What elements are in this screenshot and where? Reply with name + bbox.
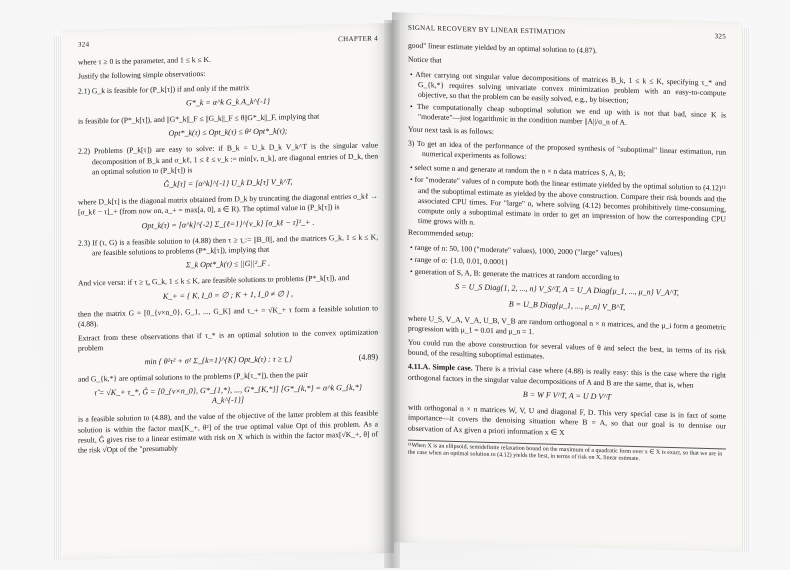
right-page	[392, 12, 742, 552]
right-bullet-6: • range of σ: {1.0, 0.01, 0.0001}	[408, 255, 726, 274]
right-bullet-4: • for "moderate" values of n compute both the linear estimate yielded by the optimal solution to (4.12)¹¹ and the suboptimal estimate as yielded by the above construction. Compare their risk bounds and the associated CPU times. For "large" n, where solving (4.12) becomes prohibitively time-consuming, compute only a suboptimal estimate in order to get an impression of how the corresponding CPU time grows with n.	[408, 175, 726, 235]
right-top: good" linear estimate yielded by an optimal solution to (4.87).	[408, 40, 597, 56]
right-item-3: 3) To get an idea of the performance of the proposed synthesis of "suboptimal" linear estimation, run numerical experiments as follows:	[408, 138, 726, 162]
right-eq-2: B = U_B Diag{μ_1, ..., μ_n} V_B^T,	[508, 299, 626, 313]
right-running-head	[408, 23, 726, 42]
right-bullet-7: • generation of S, A, B: generate the matrices at random according to	[408, 267, 726, 286]
left-eq-6: K_+ = { K, I_0 = ∅ ; K + 1, I_0 ≠ ∅ } ,	[162, 288, 294, 301]
left-eq-4: Opt_k(τ) = [α^k]^{-2} Σ_{ℓ=1}^{ν_k} [σ_kℓ − τ]²_+ .	[141, 217, 315, 230]
left-item-2-3-b: And vice versa: if τ ≥ τ̲, G_k, 1 ≤ k ≤ K, are feasible solutions to problems (P*_k[τ]), and	[78, 273, 350, 289]
left-eq-7	[78, 352, 378, 368]
left-extract: Extract from these observations that if τ_* is an optimal solution to the convex optimization problem	[78, 327, 378, 354]
left-and: and G_{k,*} are optimal solutions to the problems (P_k[τ_*]), then the pair	[78, 369, 308, 384]
right-bullet-2: • The computationally cheap suboptimal solution we end up with is not that bad, since K is "moderate"—just logarithmic in the condition number ||A||/σ_n of A.	[408, 102, 726, 131]
left-item-2-1: 2.1) G_k is feasible for (P_k[τ]) if and only if the matrix	[78, 82, 250, 96]
left-page	[62, 23, 394, 560]
right-bullet-3: • select some n and generate at random the n × n data matrices S, A, B;	[408, 163, 726, 182]
left-chapter-label: CHAPTER 4	[338, 34, 378, 44]
right-section-heading: 4.11.A. Simple case.	[408, 362, 473, 373]
left-eq-7-body: min { θ²τ² + σ² Σ_{k=1}^{K} Opt_k(τ) : τ ≥ τ̲ }	[144, 353, 293, 366]
left-item-2-2-b: where D_k[τ] is the diagonal matrix obtained from D_k by truncating the diagonal entries σ_kℓ → [σ_kℓ − τ]_+ (from now on, a_+ = max[a, 0], a ∈ R). The optimal value in (P_k[τ]) is	[78, 191, 378, 218]
left-eq-2: Opt*_k(τ) ≤ Opt_k(τ) ≤ θ² Opt*_k(τ);	[168, 126, 288, 138]
right-bullet-1: • After carrying out singular value decompositions of matrices B_k, 1 ≤ k ≤ K, specifying τ_* and G_{k,*} requires solving univariate convex minimization problem with an easy-to-compute objective, so that the problem can be easily solved, e.g., by bisection;	[408, 69, 726, 108]
right-page-number: 325	[714, 32, 726, 41]
left-eq-7-number: (4.89)	[358, 352, 378, 362]
left-running-head	[78, 33, 378, 49]
left-justify: Justify the following simple observations:	[78, 69, 206, 82]
right-eq-1: S = U_S Diag{1, 2, ..., n} V_S^T, A = U_A Diag{μ_1, ..., μ_n} V_A^T,	[455, 282, 679, 298]
left-item-2-1-b: is feasible for (P*_k[τ]), and ||G*_k||_F ≤ ||G_k||_F ≤ θ||G*_k||_F, implying that	[78, 111, 320, 126]
left-eq-1: G*_k = α^k G_k A_k^{-1}	[186, 96, 270, 108]
right-eq-3: B = W F V^T, A = U D V^T	[522, 389, 612, 402]
right-with: with orthogonal n × n matrices W, V, U and diagonal F, D. This very special case is in fact of some importance—it covers the denoising situation where B = A, so that our goal is to denoise our observation of Ax given a priori information x ∈ X	[408, 402, 726, 437]
left-eq-5: Σ_k Opt*_k(τ) ≤ ||G||²_F .	[185, 258, 271, 270]
right-recommended: Recommended setup:	[408, 228, 474, 239]
book-spine-shadow	[384, 20, 400, 568]
right-section-text: There is a trivial case where (4.88) is really easy: this is the case where the right orthogonal factors in the singular value decompositions of A and B are the same, that is, when	[408, 364, 727, 390]
left-item-2-2: 2.2) Problems (P_k[τ]) are easy to solve: if B_k = U_k D_k V_k^T is the singular value decomposition of B_k and σ_kℓ, 1 ≤ ℓ ≤ ν_k := min[ν, n_k], are diagonal entries of D_k, then an optimal solution to (P_k[τ]) is	[78, 140, 378, 177]
left-item-2-3-c: then the matrix G = [0_{ν×n_0}, G_1, ..., G_K] and τ_+ = √K_+ τ form a feasible solution to (4.88).	[78, 303, 378, 329]
left-item-2-3: 2.3) If (τ, G) is a feasible solution to (4.88) then τ ≥ τ̲ := ||B_0||, and the matrices G_k, 1 ≤ k ≤ K, are feasible solutions to problems (P*_k[τ]), implying that	[78, 232, 378, 258]
left-page-number: 324	[78, 40, 90, 49]
right-footnote: ¹¹When X is an ellipsoid, semidefinite relaxation bound on the maximum of a quadratic form over x ∈ X is exact, so that we are in the case when an optimal solution to (4.12) yields the best, in terms of risk on X, linear estimate.	[408, 439, 726, 466]
left-eq-8: τ̂ = √K_+ τ_*, Ĝ = [0_{ν×n_0}, G*_{1,*}, ..., G*_{K,*}] [G*_{k,*} = α^k G_{k,*} A_k^{-1}]	[94, 382, 362, 406]
right-next: Your next task is as follows:	[408, 124, 494, 136]
left-final: is a feasible solution to (4.88), and the value of the objective of the latter problem at this feasible solution is within the factor max[K_+, θ²] of the true optimal value Opt of this problem. As a result, Ĝ gives rise to a linear estimate with risk on X which is within the factor max[√K_+, θ] of the risk √Opt of the "presumably	[78, 408, 378, 455]
right-you-could: You could run the above construction for several values of θ and select the best, in terms of its risk bound, of the resulting suboptimal estimates.	[408, 337, 726, 361]
right-header-label: SIGNAL RECOVERY BY LINEAR ESTIMATION	[408, 23, 566, 37]
left-eq-3: Ĝ_k[τ] = [α^k]^{-1} U_k D_k[τ] V_k^T,	[163, 177, 293, 189]
right-notice: Notice that	[408, 55, 442, 66]
left-intro: where τ ≥ 0 is the parameter, and 1 ≤ k ≤ K.	[78, 55, 211, 67]
right-bullet-5: • range of n: 50, 100 ("moderate" values), 1000, 2000 ("large" values)	[408, 242, 726, 261]
right-where: where U_S, V_A, V_A, U_B, V_B are random orthogonal n × n matrices, and the μ_i form a geometric progression with μ_1 = 0.01 and μ_n = 1.	[408, 313, 726, 337]
